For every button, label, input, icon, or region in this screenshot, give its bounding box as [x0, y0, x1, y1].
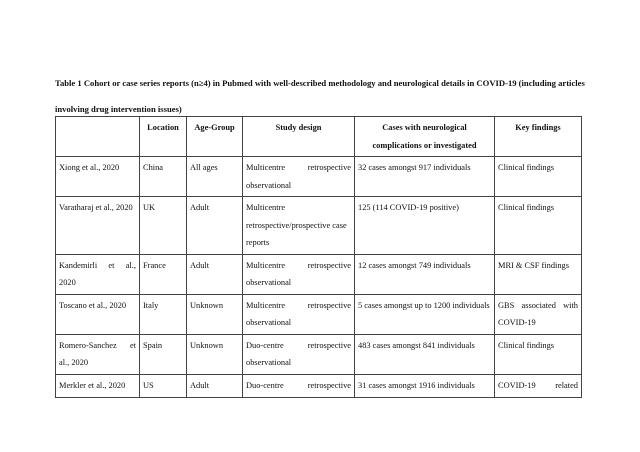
table-row — [56, 374, 582, 397]
cell-study: Merkler et al., 2020 — [56, 374, 140, 397]
cell-study-design — [243, 334, 355, 374]
study-design-line-1: Multicentre retrospective — [246, 260, 351, 270]
cell-study-design — [243, 294, 355, 334]
cell-age-group: Unknown — [187, 334, 243, 374]
cell-location: Spain — [140, 334, 187, 374]
study-design-line-2: observational — [246, 358, 292, 367]
header-study — [56, 117, 140, 157]
study-design-line-1: Duo-centre retrospective — [246, 380, 351, 390]
cell-key-findings: Clinical findings — [495, 197, 582, 255]
header-location: Location — [140, 117, 187, 157]
header-key-findings: Key findings — [495, 117, 582, 157]
cell-study: Romero-Sanchez et al., 2020 — [56, 334, 140, 374]
cell-study-design — [243, 254, 355, 294]
cell-age-group: Adult — [187, 374, 243, 397]
study-design-line-1: Duo-centre retrospective — [246, 340, 351, 350]
cell-study: Kandemirli et al., 2020 — [56, 254, 140, 294]
header-cases: Cases with neurological complications or investigated — [355, 117, 495, 157]
study-design-line-1: Multicentre retrospective — [246, 300, 351, 310]
table-row — [56, 197, 582, 255]
cell-key-findings: Clinical findings — [495, 334, 582, 374]
study-design-line-2: retrospective/prospective case reports — [246, 220, 347, 247]
cell-key-findings: COVID-19 related — [495, 374, 582, 397]
cell-age-group: Adult — [187, 254, 243, 294]
cell-key-findings: MRI & CSF findings — [495, 254, 582, 294]
cell-study: Xiong et al., 2020 — [56, 157, 140, 197]
header-age-group: Age-Group — [187, 117, 243, 157]
cell-location: US — [140, 374, 187, 397]
cell-key-findings: GBS associated with COVID-19 — [495, 294, 582, 334]
table-header-row — [56, 117, 582, 157]
cell-cases: 32 cases amongst 917 individuals — [355, 157, 495, 197]
cell-study: Varatharaj et al., 2020 — [56, 197, 140, 255]
study-design-line-2: observational — [246, 180, 292, 190]
cell-study-design — [243, 197, 355, 255]
table-row — [56, 294, 582, 334]
cell-location: UK — [140, 197, 187, 255]
table-row — [56, 334, 582, 374]
cell-study: Toscano et al., 2020 — [56, 294, 140, 334]
header-study-design: Study design — [243, 117, 355, 157]
cell-age-group: Unknown — [187, 294, 243, 334]
cell-study-design — [243, 374, 355, 397]
cell-age-group: All ages — [187, 157, 243, 197]
cell-key-findings: Clinical findings — [495, 157, 582, 197]
cell-study-design — [243, 157, 355, 197]
cell-location: China — [140, 157, 187, 197]
cell-cases: 12 cases amongst 749 individuals — [355, 254, 495, 294]
cell-location: France — [140, 254, 187, 294]
cohort-table — [55, 116, 582, 398]
cell-cases: 125 (114 COVID-19 positive) — [355, 197, 495, 255]
study-design-line-2: observational — [246, 278, 292, 287]
table-row — [56, 254, 582, 294]
study-design-line-1: Multicentre retrospective — [246, 163, 351, 172]
cell-cases: 5 cases amongst up to 1200 individuals — [355, 294, 495, 334]
study-design-line-1: Multicentre — [246, 203, 286, 212]
cell-cases: 31 cases amongst 1916 individuals — [355, 374, 495, 397]
table-row — [56, 157, 582, 197]
study-design-line-2: observational — [246, 318, 292, 327]
cell-location: Italy — [140, 294, 187, 334]
table-caption: Table 1 Cohort or case series reports (n≥4) in Pubmed with well-described methodology and neurological details in COVID-19 (including articles involving drug intervention issues) — [55, 78, 585, 114]
cell-cases: 483 cases amongst 841 individuals — [355, 334, 495, 374]
cell-age-group: Adult — [187, 197, 243, 255]
